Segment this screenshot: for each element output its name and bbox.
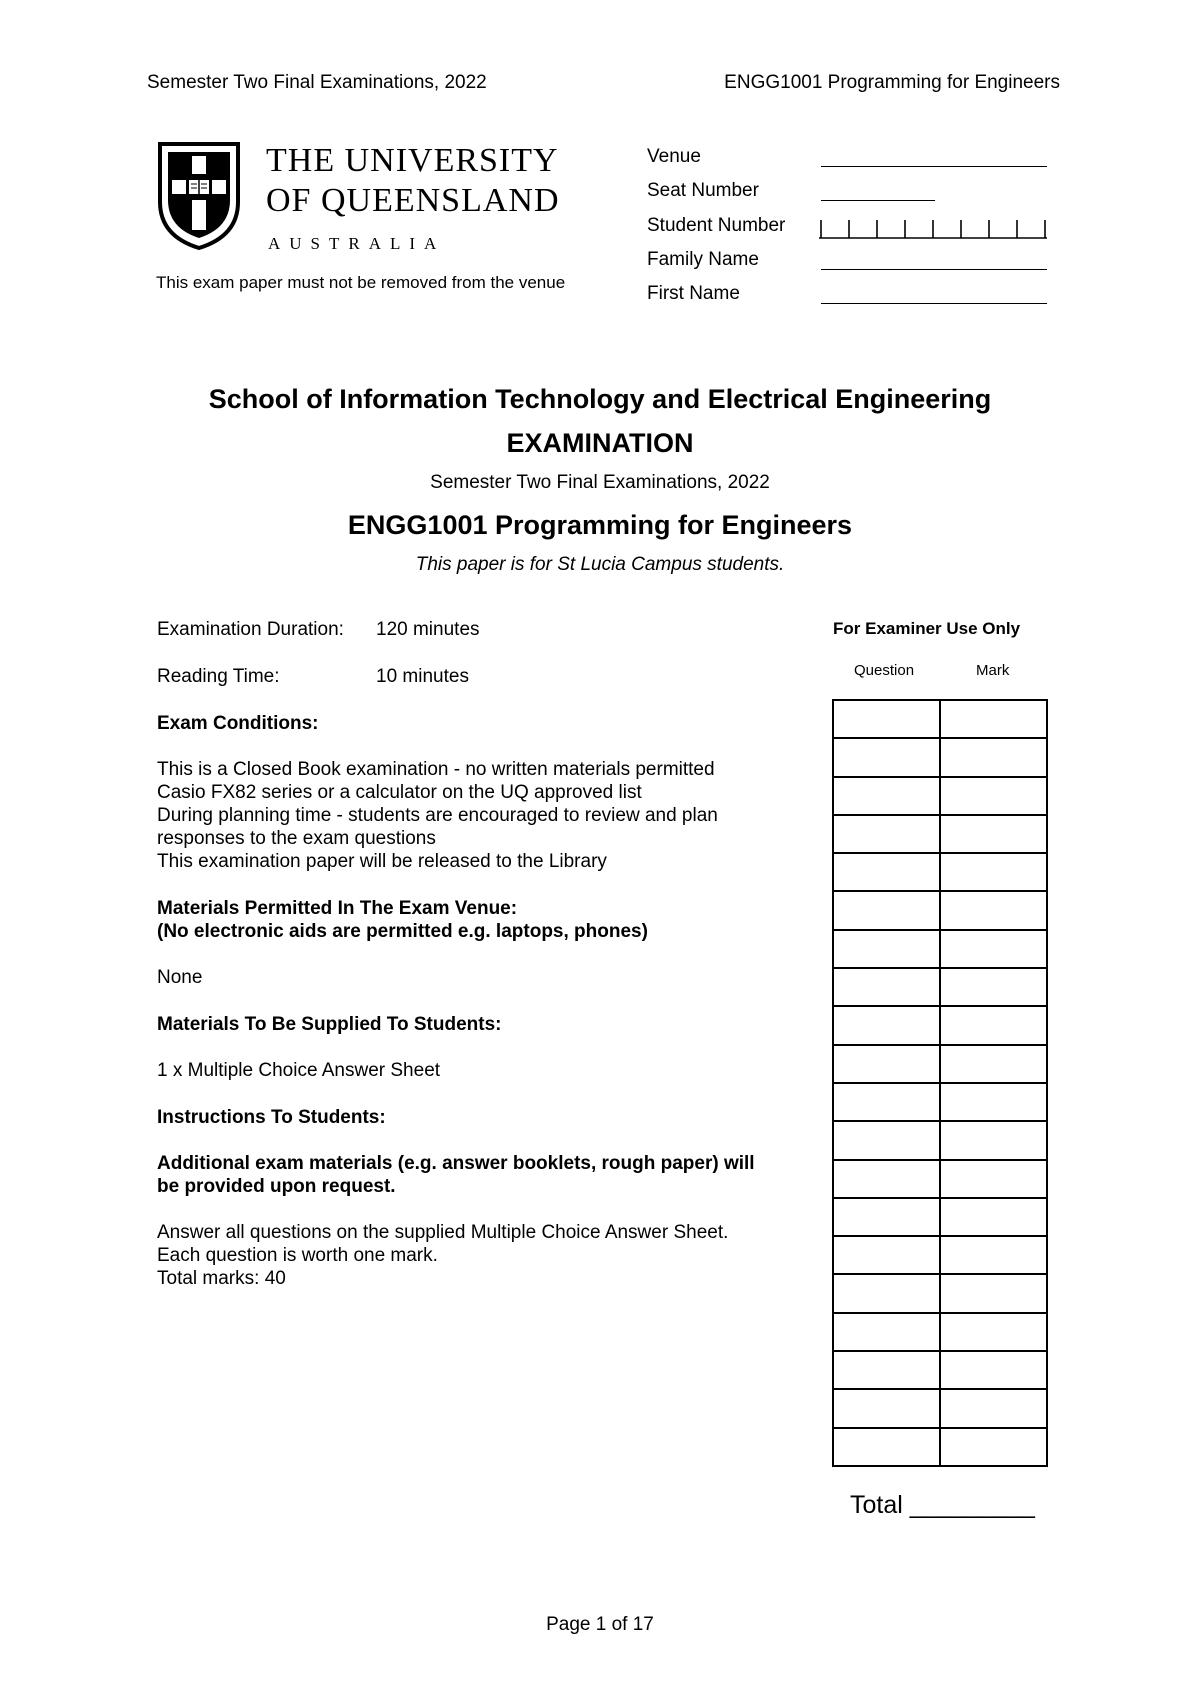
logo-line-1: THE UNIVERSITY — [266, 142, 559, 179]
mark-table-row — [833, 1351, 1047, 1389]
student-number-boxes[interactable] — [819, 217, 1049, 241]
mark-cell[interactable] — [940, 853, 1047, 891]
exam-heading: EXAMINATION — [506, 428, 694, 458]
mark-table-row — [833, 1083, 1047, 1121]
question-cell[interactable] — [833, 777, 940, 815]
examiner-mark-table — [832, 699, 1048, 1467]
mark-cell[interactable] — [940, 1160, 1047, 1198]
reading-label: Reading Time: — [157, 666, 280, 687]
mark-table-row — [833, 1236, 1047, 1274]
logo-line-3: AUSTRALIA — [268, 234, 446, 253]
mark-cell[interactable] — [940, 738, 1047, 776]
instructions-bold-line-1: Additional exam materials (e.g. answer booklets, rough paper) will — [157, 1153, 755, 1174]
materials-heading — [157, 897, 648, 943]
removal-notice: This exam paper must not be removed from the venue — [156, 273, 566, 292]
duration-value: 120 minutes — [376, 619, 480, 640]
field-seat-number-input[interactable] — [821, 200, 935, 201]
mark-table-row — [833, 1160, 1047, 1198]
question-cell[interactable] — [833, 1274, 940, 1312]
question-cell[interactable] — [833, 1389, 940, 1427]
question-cell[interactable] — [833, 1083, 940, 1121]
conditions-list — [157, 758, 718, 873]
supplied-heading: Materials To Be Supplied To Students: — [157, 1014, 502, 1035]
mark-cell[interactable] — [940, 1351, 1047, 1389]
mark-cell[interactable] — [940, 700, 1047, 738]
question-cell[interactable] — [833, 700, 940, 738]
mark-table-row — [833, 815, 1047, 853]
conditions-heading: Exam Conditions: — [157, 713, 319, 734]
mark-cell[interactable] — [940, 1006, 1047, 1044]
question-cell[interactable] — [833, 815, 940, 853]
field-family-name-input[interactable] — [821, 269, 1047, 270]
instructions-bold-line-2: be provided upon request. — [157, 1176, 396, 1197]
course-title: ENGG1001 Programming for Engineers — [347, 510, 853, 540]
school-name: School of Information Technology and Electrical Engineering — [208, 384, 992, 414]
field-student-number — [647, 215, 1047, 243]
mark-table-row — [833, 1121, 1047, 1159]
mark-table-row — [833, 738, 1047, 776]
mark-table-row — [833, 891, 1047, 929]
field-label: Student Number — [647, 215, 786, 236]
field-label: First Name — [647, 283, 740, 304]
field-first-name-input[interactable] — [821, 303, 1047, 304]
mark-table-row — [833, 1198, 1047, 1236]
materials-value: None — [157, 967, 203, 988]
instructions-heading: Instructions To Students: — [157, 1107, 386, 1128]
question-cell[interactable] — [833, 1121, 940, 1159]
question-cell[interactable] — [833, 968, 940, 1006]
question-cell[interactable] — [833, 1313, 940, 1351]
field-venue — [647, 146, 1047, 174]
running-header-right: ENGG1001 Programming for Engineers — [724, 72, 1060, 93]
instruction-line: Each question is worth one mark. — [157, 1245, 438, 1266]
question-cell[interactable] — [833, 930, 940, 968]
question-cell[interactable] — [833, 853, 940, 891]
mark-table-row — [833, 1389, 1047, 1427]
mark-table-row — [833, 700, 1047, 738]
mark-cell[interactable] — [940, 1045, 1047, 1083]
materials-heading-line-2: (No electronic aids are permitted e.g. laptops, phones) — [157, 921, 648, 942]
campus-note: This paper is for St Lucia Campus students. — [415, 554, 785, 575]
question-cell[interactable] — [833, 738, 940, 776]
mark-cell[interactable] — [940, 1236, 1047, 1274]
mark-cell[interactable] — [940, 1274, 1047, 1312]
instructions-list — [157, 1221, 728, 1290]
duration-label: Examination Duration: — [157, 619, 344, 640]
mark-cell[interactable] — [940, 777, 1047, 815]
mark-cell[interactable] — [940, 1198, 1047, 1236]
mark-table-row — [833, 1274, 1047, 1312]
university-logo — [156, 140, 566, 270]
field-first-name — [647, 283, 1047, 311]
mark-cell[interactable] — [940, 1121, 1047, 1159]
question-cell[interactable] — [833, 1006, 940, 1044]
field-label: Family Name — [647, 249, 759, 270]
total-label: Total _________ — [850, 1491, 1035, 1519]
field-seat-number — [647, 180, 1047, 208]
field-family-name — [647, 249, 1047, 277]
instruction-line: Answer all questions on the supplied Multiple Choice Answer Sheet. — [157, 1222, 729, 1243]
question-cell[interactable] — [833, 1045, 940, 1083]
mark-cell[interactable] — [940, 891, 1047, 929]
condition-line: Casio FX82 series or a calculator on the UQ approved list — [157, 782, 642, 803]
mark-table-row — [833, 853, 1047, 891]
column-header-mark: Mark — [976, 662, 1010, 679]
crest-icon — [156, 140, 242, 252]
condition-line: This examination paper will be released to the Library — [157, 851, 607, 872]
column-header-question: Question — [854, 662, 915, 679]
question-cell[interactable] — [833, 1351, 940, 1389]
instruction-line: Total marks: 40 — [157, 1268, 286, 1289]
field-venue-input[interactable] — [821, 166, 1047, 167]
mark-cell[interactable] — [940, 1428, 1047, 1466]
mark-table-row — [833, 1313, 1047, 1351]
mark-cell[interactable] — [940, 968, 1047, 1006]
mark-table-row — [833, 777, 1047, 815]
mark-cell[interactable] — [940, 1083, 1047, 1121]
question-cell[interactable] — [833, 1198, 940, 1236]
mark-table-row — [833, 1006, 1047, 1044]
mark-cell[interactable] — [940, 815, 1047, 853]
condition-line: responses to the exam questions — [157, 828, 436, 849]
condition-line: This is a Closed Book examination - no written materials permitted — [157, 759, 715, 780]
mark-cell[interactable] — [940, 930, 1047, 968]
materials-heading-line-1: Materials Permitted In The Exam Venue: — [157, 898, 518, 919]
field-label: Seat Number — [647, 180, 759, 201]
field-label: Venue — [647, 146, 701, 167]
instructions-bold — [157, 1152, 755, 1198]
mark-cell[interactable] — [940, 1389, 1047, 1427]
question-cell[interactable] — [833, 1160, 940, 1198]
semester-line: Semester Two Final Examinations, 2022 — [430, 472, 770, 493]
mark-table-row — [833, 1045, 1047, 1083]
reading-value: 10 minutes — [376, 666, 469, 687]
page-number: Page 1 of 17 — [546, 1614, 654, 1635]
supplied-value: 1 x Multiple Choice Answer Sheet — [157, 1060, 441, 1081]
condition-line: During planning time - students are encouraged to review and plan — [157, 805, 718, 826]
mark-table-row — [833, 1428, 1047, 1466]
running-header-left: Semester Two Final Examinations, 2022 — [147, 72, 487, 93]
question-cell[interactable] — [833, 891, 940, 929]
question-cell[interactable] — [833, 1236, 940, 1274]
examiner-title: For Examiner Use Only — [833, 619, 1021, 638]
question-cell[interactable] — [833, 1428, 940, 1466]
mark-table-row — [833, 968, 1047, 1006]
logo-line-2: OF QUEENSLAND — [266, 182, 560, 219]
mark-table-row — [833, 930, 1047, 968]
mark-cell[interactable] — [940, 1313, 1047, 1351]
